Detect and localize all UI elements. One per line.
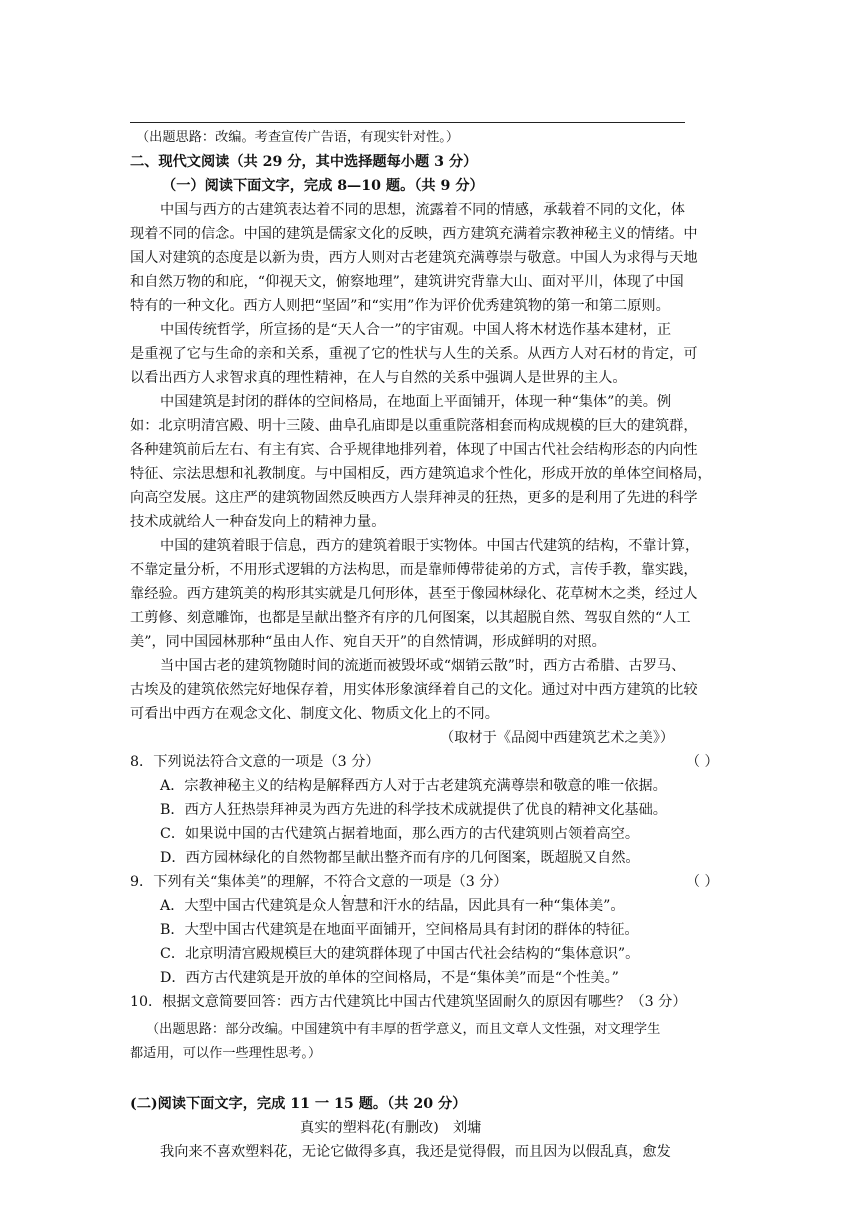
subsection-title: （一）阅读下面文字，完成 8—10 题。（共 9 分）: [162, 178, 484, 194]
stem-text: 9．下列有关“集体美”的理解，: [130, 874, 324, 890]
question-note: 都适用，可以作一些理性思考。）: [130, 1046, 322, 1061]
option-c[interactable]: C．如果说中国的古代建筑占据着地面，那么西方的古代建筑则占领着高空。: [160, 826, 640, 842]
divider: [130, 122, 685, 123]
passage-line: 国人对建筑的态度是以新为贵，西方人则对古老建筑充满尊崇与敬意。中国人为求得与天地: [130, 250, 698, 266]
passage-line: 靠经验。西方建筑美的构形其实就是几何形体，甚至于像园林绿化、花草树木之类，经过人: [130, 586, 698, 602]
passage-line: 我向来不喜欢塑料花，无论它做得多真，我还是觉得假，而且因为以假乱真，愈发: [160, 1144, 671, 1160]
passage-line: 中国的建筑着眼于信息，西方的建筑着眼于实物体。中国古代建筑的结构，不靠计算，: [160, 538, 700, 554]
passage-line: 当中国古老的建筑物随时间的流逝而被毁坏或“烟销云散”时，西方古希腊、古罗马、: [160, 658, 686, 674]
option-d[interactable]: D．西方园林绿化的自然物都呈献出整齐而有序的几何图案，既超脱又自然。: [160, 850, 640, 866]
answer-blank[interactable]: （ ）: [686, 754, 719, 770]
option-b[interactable]: B．西方人狂热崇拜神灵为西方先进的科学技术成就提供了优良的精神文化基础。: [160, 802, 667, 818]
option-a[interactable]: A．大型中国古代建筑是众人智慧和汗水的结晶，因此具有一种“集体美”。: [160, 898, 625, 914]
passage-line: 是重视了它与生命的亲和关系，重视了它的性状与人生的关系。从西方人对石材的肯定，可: [130, 346, 698, 362]
article-title: 真实的塑料花(有删改) 刘墉: [300, 1120, 482, 1136]
passage-line: 如：北京明清宫殿、明十三陵、曲阜孔庙即是以重重院落相套而构成规模的巨大的建筑群，: [130, 418, 698, 434]
passage-line: 中国与西方的古建筑表达着不同的思想，流露着不同的情感，承载着不同的文化，体: [160, 202, 685, 218]
option-d[interactable]: D．西方古代建筑是开放的单体的空间格局，不是“集体美”而是“个性美。”: [160, 970, 619, 986]
answer-blank[interactable]: （ ）: [686, 874, 719, 890]
passage-source: （取材于《品阅中西建筑艺术之美》）: [440, 730, 675, 746]
option-b[interactable]: B．大型中国古代建筑是在地面平面铺开，空间格局具有封闭的群体的特征。: [160, 922, 639, 938]
passage-line: 美”，同中国园林那种“虽由人作、宛自天开”的自然情调，形成鲜明的对照。: [130, 634, 606, 650]
option-a[interactable]: A．宗教神秘主义的结构是解释西方人对于古老建筑充满尊崇和敬意的唯一依据。: [160, 778, 667, 794]
passage-line: 各种建筑前后左右、有主有宾、合乎规律地排列着，体现了中国古代社会结构形态的内向性: [130, 442, 698, 458]
passage-line: 不靠定量分析，不用形式逻辑的方法构思，而是靠师傅带徒弟的方式，言传手教，靠实践，: [130, 562, 698, 578]
passage-line: 特征、宗法思想和礼教制度。与中国相反，西方建筑追求个性化，形成开放的单体空间格局，: [130, 466, 712, 482]
question-9-stem: [130, 872, 508, 892]
question-note: （出题思路：部分改编。中国建筑中有丰厚的哲学意义，而且文章人文性强，对文理学生: [146, 1022, 661, 1037]
question-note: （出题思路：改编。考查宣传广告语，有现实针对性。）: [136, 130, 460, 145]
option-c[interactable]: C．北京明清宫殿规模巨大的建筑群体现了中国古代社会结构的“集体意识”。: [160, 946, 640, 962]
passage-line: 可看出中西方在观念文化、制度文化、物质文化上的不同。: [130, 706, 499, 722]
passage-line: 工剪修、刻意雕饰，也都是呈献出整齐有序的几何图案，以其超脱自然、驾驭自然的“人工: [130, 610, 691, 626]
passage-line: 以看出西方人求智求真的理性精神，在人与自然的关系中强调人是世界的主人。: [130, 370, 627, 386]
question-8-stem: 8．下列说法符合文意的一项是（3 分）: [130, 754, 380, 770]
passage-line: 古埃及的建筑依然完好地保存着，用实体形象演绎着自己的文化。通过对中西方建筑的比较: [130, 682, 698, 698]
passage-line: 向高空发展。这庄严的建筑物固然反映西方人崇拜神灵的狂热，更多的是利用了先进的科学: [130, 490, 698, 506]
passage-line: 中国建筑是封闭的群体的空间格局，在地面上平面铺开，体现一种“集体”的美。例: [160, 394, 672, 410]
passage-line: 特有的一种文化。西方人则把“坚固”和“实用”作为评价优秀建筑物的第一和第二原则。: [130, 298, 670, 314]
passage-line: 技术成就给人一种奋发向上的精神力量。: [130, 514, 386, 530]
stem-text: 文意的一项是（3 分）: [366, 874, 508, 890]
passage-line: 中国传统哲学，所宣扬的是“天人合一”的宇宙观。中国人将木材选作基本建材，正: [160, 322, 672, 338]
passage-line: 现着不同的信念。中国的建筑是儒家文化的反映，西方建筑充满着宗教神秘主义的情绪。中: [130, 226, 698, 242]
emphasis-text: 不符合: [323, 874, 367, 890]
question-10-stem: 10．根据文意简要回答：西方古代建筑比中国古代建筑坚固耐久的原因有哪些？（3 分）: [130, 994, 687, 1010]
section-title: 二、现代文阅读（共 29 分，其中选择题每小题 3 分）: [130, 154, 478, 170]
passage-line: 和自然万物的和庇，“仰视天文，俯察地理”，建筑讲究背靠大山、面对平川，体现了中国: [130, 274, 684, 290]
subsection-title: (二)阅读下面文字，完成 11 一 15 题。（共 20 分）: [130, 1096, 467, 1112]
